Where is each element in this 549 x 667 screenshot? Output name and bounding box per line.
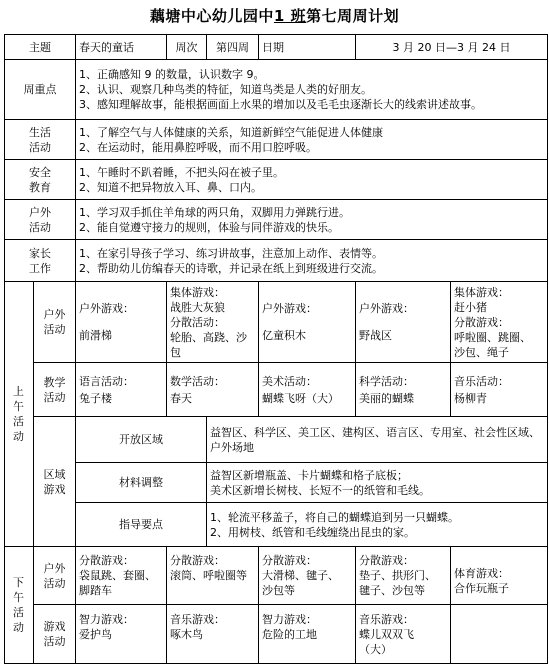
activity-name: 合作玩瓶子 xyxy=(454,581,509,595)
activity-title: 户外游戏： xyxy=(262,302,317,315)
material-line: 益智区新增瓶盖、卡片蝴蝶和格子底板； xyxy=(210,468,408,482)
morning-label xyxy=(5,282,34,547)
morning-outdoor-cell xyxy=(259,282,356,363)
morning-teaching-cell xyxy=(167,363,259,417)
morning-teaching-row xyxy=(5,363,548,417)
afternoon-games-cell xyxy=(167,605,259,664)
activity-title: 语言活动： xyxy=(79,374,134,388)
morning-outdoor-cell xyxy=(167,282,259,363)
outdoor-goal-label-line2: 活动 xyxy=(29,220,51,234)
safety-content xyxy=(76,160,548,200)
activity-title: 分散游戏： xyxy=(454,315,509,329)
morning-outdoor-cell xyxy=(451,282,548,363)
activity-title: 美术活动： xyxy=(262,374,317,388)
life-row xyxy=(5,120,548,160)
spacer xyxy=(170,642,255,657)
morning-teaching-cell xyxy=(451,363,548,417)
morning-teaching-label xyxy=(34,363,76,417)
focus-line: 3、感知理解故事，能根据画面上水果的增加以及毛毛虫逐渐长大的线索讲述故事。 xyxy=(79,98,482,111)
morning-outdoor-row xyxy=(5,282,548,363)
afternoon-outdoor-label xyxy=(34,547,76,605)
guide-line: 2、用树枝、纸管和毛线缠绕出昆虫的家。 xyxy=(210,525,415,539)
afternoon-games-cell xyxy=(356,605,451,664)
morning-label-char: 上 xyxy=(13,385,25,398)
spacer xyxy=(454,556,544,566)
morning-outdoor-label xyxy=(34,282,76,363)
outdoor-goal-label-line1: 户外 xyxy=(29,205,51,219)
parents-label-line1: 家长 xyxy=(29,246,51,260)
activity-title: 智力游戏： xyxy=(79,612,134,626)
morning-teaching-cell xyxy=(356,363,451,417)
afternoon-label-char: 活 xyxy=(13,606,25,619)
open-area-label: 开放区域 xyxy=(76,417,207,463)
week-value: 第四周 xyxy=(207,35,259,60)
spacer xyxy=(170,583,255,598)
morning-outdoor-cell xyxy=(356,282,451,363)
material-line: 美术区新增长树枝、长短不一的纸管和毛线。 xyxy=(210,483,430,497)
guide-content xyxy=(207,503,548,547)
activity-name: 包 xyxy=(170,345,181,359)
safety-label xyxy=(5,160,76,200)
area-label xyxy=(34,417,76,547)
activity-title: 智力游戏： xyxy=(262,612,317,626)
afternoon-games-label-line1: 游戏 xyxy=(43,620,66,633)
week-label: 周次 xyxy=(167,35,207,60)
life-line: 1、了解空气与人体健康的关系，知道新鲜空气能促进人体健康 xyxy=(79,125,383,139)
activity-name: 美丽的蝴蝶 xyxy=(359,391,414,405)
afternoon-games-label-line2: 活动 xyxy=(43,635,66,648)
afternoon-games-row xyxy=(5,605,548,664)
afternoon-games-cell-empty xyxy=(451,605,548,664)
safety-line: 2、知道不把异物放入耳、鼻、口内。 xyxy=(79,180,262,194)
area-material-row xyxy=(5,463,548,503)
outdoor-goal-line: 1、学习双手抓住羊角球的两只角，双脚用力弹跳行进。 xyxy=(79,205,350,219)
parents-row xyxy=(5,240,548,282)
focus-line: 2、认识、观察几种鸟类的特征，知道鸟类是人类的好朋友。 xyxy=(79,83,372,96)
morning-teaching-cell xyxy=(259,363,356,417)
area-guide-row xyxy=(5,503,548,547)
morning-outdoor-label-line1: 户外 xyxy=(43,308,66,321)
parents-content xyxy=(76,240,548,282)
spacer xyxy=(262,316,352,326)
activity-title: 音乐游戏： xyxy=(170,612,225,626)
afternoon-outdoor-row xyxy=(5,547,548,605)
safety-label-line1: 安全 xyxy=(29,165,51,179)
safety-label-line2: 教育 xyxy=(29,180,51,194)
outdoor-goal-line: 2、能自觉遵守接力的规则，体验与同伴游戏的快乐。 xyxy=(79,220,339,234)
spacer xyxy=(262,642,352,657)
activity-name: 袋鼠跳、套圈、 xyxy=(79,569,156,582)
focus-label: 周重点 xyxy=(5,60,76,120)
activity-name: 垫子、拱形门、 xyxy=(359,569,436,582)
life-content xyxy=(76,120,548,160)
guide-line: 1、轮流平移盖子，将自己的蝴蝶追到另一只蝴蝶。 xyxy=(210,510,459,524)
activity-title: 音乐活动： xyxy=(454,374,509,388)
open-area-content xyxy=(207,417,548,463)
afternoon-games-cell xyxy=(259,605,356,664)
activity-name: 亿童积木 xyxy=(262,329,306,342)
parents-label xyxy=(5,240,76,282)
activity-name: 危险的工地 xyxy=(262,627,317,641)
morning-outdoor-cell xyxy=(76,282,167,363)
morning-label-char: 午 xyxy=(13,400,25,413)
area-open-row xyxy=(5,417,548,463)
activity-title: 分散游戏： xyxy=(262,554,317,567)
afternoon-games-label xyxy=(34,605,76,664)
material-label: 材料调整 xyxy=(76,463,207,503)
activity-name: 杨柳青 xyxy=(454,391,487,405)
focus-row xyxy=(5,60,548,120)
activity-title: 分散游戏： xyxy=(79,554,134,567)
life-label-line2: 活动 xyxy=(29,140,51,154)
title-suffix: 第七周周计划 xyxy=(306,7,400,25)
afternoon-outdoor-label-line2: 活动 xyxy=(43,576,66,590)
activity-title: 集体游戏： xyxy=(170,285,225,299)
activity-name: 战胜大灰狼 xyxy=(170,300,225,314)
activity-name: 大滑梯、毽子、 xyxy=(262,569,339,582)
activity-name: 呼啦圈、跳圈、 xyxy=(454,330,531,344)
spacer xyxy=(359,316,447,326)
activity-title: 科学活动： xyxy=(359,374,414,388)
focus-content xyxy=(76,60,548,120)
life-label xyxy=(5,120,76,160)
outdoor-goal-content xyxy=(76,200,548,240)
area-label-line1: 区域 xyxy=(43,467,66,481)
area-label-line2: 游戏 xyxy=(43,482,66,496)
activity-title: 分散游戏： xyxy=(170,554,225,567)
morning-teaching-cell xyxy=(76,363,167,417)
activity-title: 数学活动： xyxy=(170,374,225,388)
activity-name: 野战区 xyxy=(359,329,392,342)
afternoon-label xyxy=(5,547,34,664)
parents-label-line2: 工作 xyxy=(29,261,51,275)
activity-title: 分散活动： xyxy=(170,315,225,329)
safety-line: 1、午睡时不趴着睡，不把头闷在被子里。 xyxy=(79,165,284,179)
weekly-plan-table xyxy=(4,34,548,664)
spacer xyxy=(79,642,163,657)
guide-label: 指导要点 xyxy=(76,503,207,547)
morning-teaching-label-line2: 活动 xyxy=(43,390,66,404)
outdoor-goal-label xyxy=(5,200,76,240)
life-label-line1: 生活 xyxy=(29,125,51,139)
morning-label-char: 动 xyxy=(13,430,25,443)
afternoon-label-char: 下 xyxy=(13,576,25,589)
afternoon-outdoor-cell xyxy=(76,547,167,605)
afternoon-outdoor-cell xyxy=(356,547,451,605)
activity-name: 赶小猪 xyxy=(454,300,487,314)
afternoon-label-char: 动 xyxy=(13,621,25,634)
activity-name: 前滑梯 xyxy=(79,329,112,342)
morning-label-char: 活 xyxy=(13,415,25,428)
activity-name: 兔子楼 xyxy=(79,391,112,405)
open-area-line: 户外场地 xyxy=(210,440,254,454)
afternoon-outdoor-cell xyxy=(451,547,548,605)
morning-teaching-label-line1: 教学 xyxy=(43,375,66,389)
material-content xyxy=(207,463,548,503)
activity-name: 沙包等 xyxy=(262,584,295,597)
activity-name: 脚踏车 xyxy=(79,584,112,597)
afternoon-outdoor-label-line1: 户外 xyxy=(43,561,66,575)
activity-name: （大） xyxy=(359,642,392,656)
afternoon-games-cell xyxy=(76,605,167,664)
activity-title: 户外游戏： xyxy=(359,302,414,315)
afternoon-outdoor-cell xyxy=(167,547,259,605)
activity-name: 毽子、沙包等 xyxy=(359,584,425,597)
parents-line: 1、在家引导孩子学习、练习讲故事，注意加上动作、表情等。 xyxy=(79,246,383,260)
date-label: 日期 xyxy=(259,35,356,60)
morning-outdoor-label-line2: 活动 xyxy=(43,323,66,336)
afternoon-outdoor-cell xyxy=(259,547,356,605)
activity-title: 体育游戏： xyxy=(454,566,509,580)
life-line: 2、在运动时，能用鼻腔呼吸，而不用口腔呼吸。 xyxy=(79,140,317,154)
outdoor-goal-row xyxy=(5,200,548,240)
activity-name: 滚筒、呼啦圈等 xyxy=(170,569,247,582)
activity-name: 沙包、绳子 xyxy=(454,345,509,359)
activity-name: 蝴蝶飞呀（大） xyxy=(262,391,339,405)
activity-name: 轮胎、高跷、沙 xyxy=(170,330,247,344)
activity-title: 集体游戏： xyxy=(454,285,509,299)
activity-name: 蝶儿双双飞 xyxy=(359,627,414,641)
activity-name: 啄木鸟 xyxy=(170,627,203,641)
spacer xyxy=(79,316,163,326)
focus-line: 1、正确感知 9 的数量，认识数字 9。 xyxy=(79,68,265,81)
open-area-line: 益智区、科学区、美工区、建构区、语言区、专用室、社会性区域、 xyxy=(210,425,540,439)
activity-title: 音乐游戏： xyxy=(359,612,414,626)
page-title xyxy=(0,6,549,26)
title-class: 1 班 xyxy=(273,7,307,25)
activity-title: 户外游戏： xyxy=(79,302,134,315)
activity-name: 爱护鸟 xyxy=(79,627,112,641)
theme-value: 春天的童话 xyxy=(76,35,167,60)
parents-line: 2、帮助幼儿仿编春天的诗歌，并记录在纸上到班级进行交流。 xyxy=(79,261,383,275)
header-row xyxy=(5,35,548,60)
activity-title: 分散游戏： xyxy=(359,554,414,567)
theme-label: 主题 xyxy=(5,35,76,60)
title-prefix: 藕塘中心幼儿园中 xyxy=(149,7,274,25)
safety-row xyxy=(5,160,548,200)
activity-name: 春天 xyxy=(170,391,192,405)
date-value: 3 月 20 日—3 月 24 日 xyxy=(356,35,548,60)
afternoon-label-char: 午 xyxy=(13,591,25,604)
